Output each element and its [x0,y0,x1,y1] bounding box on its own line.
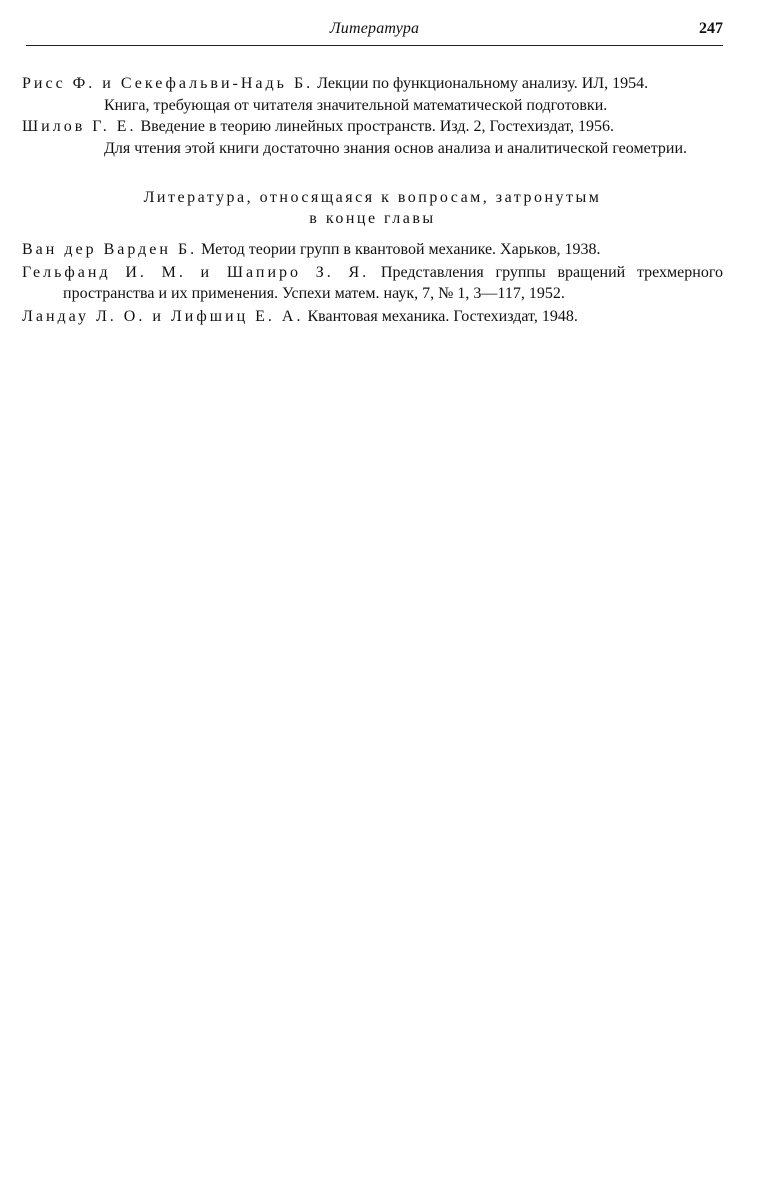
entry-author: Гельфанд И. М. и Шапиро З. Я. [22,263,370,281]
section-heading [22,187,723,229]
section-entries [22,239,723,327]
running-header [26,20,723,42]
bibliography-entry-shilov [22,116,723,138]
bibliography-entry-gelfand [22,262,723,305]
entry-text: Введение в теорию линейных пространств. Изд. 2, Гостехиздат, 1956. [140,118,614,135]
entry-text: Лекции по функциональному анализу. ИЛ, 1954. [317,75,649,92]
bibliography [22,73,723,328]
bibliography-entry-landau [22,306,723,328]
page-number: 247 [699,20,723,37]
entry-annotation: Для чтения этой книги достаточно знания основ анализа и аналитической геометрии. [104,139,687,157]
entry-text: Квантовая механика. Гостехиздат, 1948. [307,307,578,325]
entry-author: Ван дер Варден Б. [22,241,198,258]
bibliography-entry-van-der-waerden [22,239,723,261]
entry-author: Шилов Г. Е. [22,118,137,135]
entry-author: Рисс Ф. и Секефальви-Надь Б. [22,75,314,92]
entry-text: Представления группы вращений трехмерного пространства и их применения. Успехи матем. наук, 7, № 1, 3—117, 1952. [63,263,723,302]
running-title: Литература [329,20,420,37]
entry-annotation: Книга, требующая от читателя значительной математической подготовки. [104,96,608,114]
entry-text: Метод теории групп в квантовой механике. Харьков, 1938. [201,241,601,258]
section-heading-line: в конце главы [309,210,436,227]
section-heading-line: Литература, относящаяся к вопросам, затронутым [143,189,602,206]
header-rule [26,45,723,46]
entry-author: Ландау Л. О. и Лифшиц Е. А. [22,307,304,325]
bibliography-entry-riesz [22,73,723,95]
